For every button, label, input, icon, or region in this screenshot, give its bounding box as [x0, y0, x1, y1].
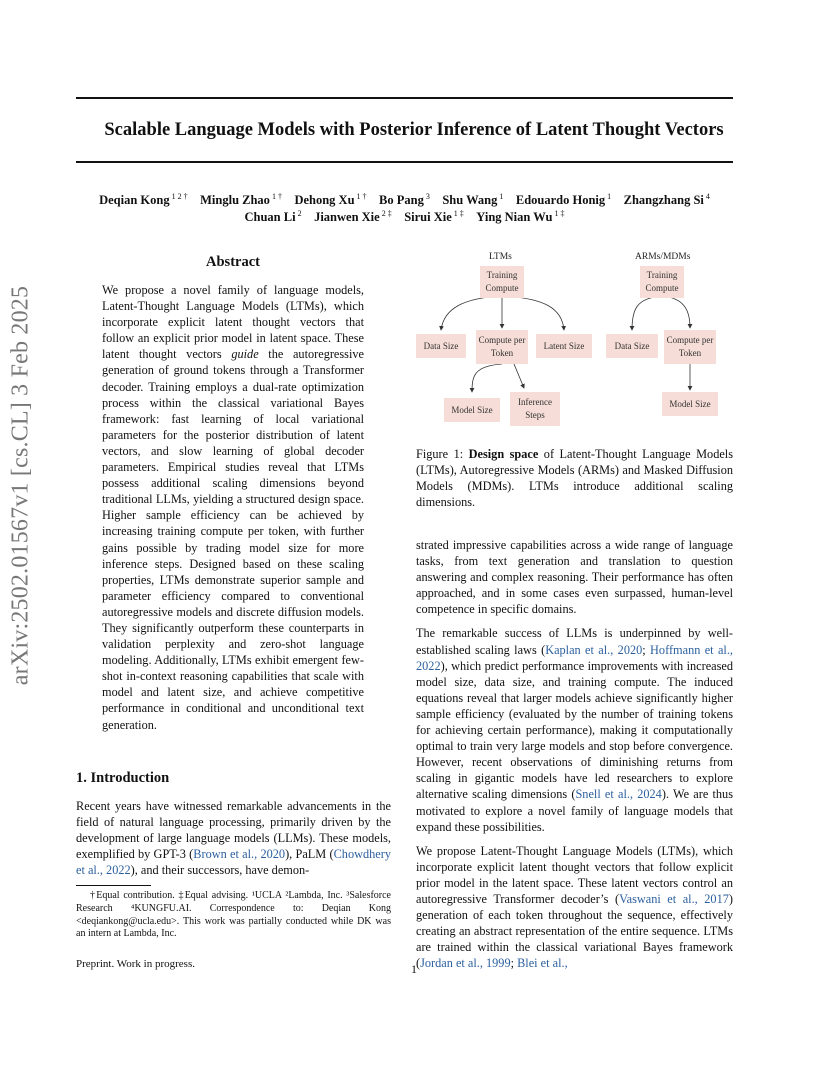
citation-link[interactable]: Hoffmann et al., 2022: [416, 642, 733, 673]
author-name: Jianwen Xie: [314, 210, 380, 225]
author-line-2: [76, 209, 733, 225]
ltm-model-size: Model Size: [444, 398, 500, 422]
author-line-1: [76, 192, 733, 208]
arxiv-id: arXiv:2502.01567v1 [cs.CL] 3 Feb 2025: [7, 285, 34, 686]
arm-training-compute: Training Compute: [640, 266, 684, 298]
citation-link[interactable]: Jordan et al., 1999: [420, 956, 511, 971]
right-column: [416, 537, 733, 979]
arm-data-size: Data Size: [606, 334, 658, 358]
paragraph: The remarkable success of LLMs is underpinned by well-established scaling laws (Kaplan et al., 2020; Hoffmann et al., 2022), which predict performance improvements with increased model size, data size, and training compute. The induced equations reveal that larger models achieve significantly higher sample efficiency (evaluated by the number of training tokens for achieving certain performance), making it computationally optimal to train very large models and stop before convergence. However, recent observations of diminishing returns from scaling in gigantic models have led researchers to explore alternative scaling dimensions (Snell et al., 2024). We are thus motivated to explore a novel family of language models that expand these possibilities.: [416, 626, 733, 834]
section-heading: 1. Introduction: [76, 770, 170, 786]
title-rule: [76, 161, 733, 163]
author-affiliation: 1 †: [354, 192, 367, 201]
paragraph: strated impressive capabilities across a wide range of language tasks, from text generation and translation to question answering and complex reasoning. Their performance has often approached, and in some cases even surpassed, human-level competence in specific domains.: [416, 538, 733, 617]
author-affiliation: 1 ‡: [552, 209, 565, 218]
author-name: Chuan Li: [244, 210, 296, 225]
arm-compute-per-token: Compute per Token: [664, 330, 716, 364]
citation-link[interactable]: Blei et al.,: [517, 956, 568, 971]
author-name: Dehong Xu: [294, 193, 355, 208]
author-affiliation: 3: [423, 192, 430, 201]
footnote-rule: [76, 885, 151, 886]
arm-model-size: Model Size: [662, 392, 718, 416]
ltm-latent-size: Latent Size: [536, 334, 592, 358]
author-affiliation: 1: [605, 192, 612, 201]
design-space-figure: [414, 248, 734, 428]
author-affiliation: 2: [295, 209, 302, 218]
paper-title: Scalable Language Models with Posterior Inference of Latent Thought Vectors: [104, 120, 724, 140]
citation-link[interactable]: Brown et al., 2020: [193, 847, 286, 862]
abstract-body: We propose a novel family of language models, Latent-Thought Language Models (LTMs), which incorporate explicit latent thought vectors that follow an explicit prior model in latent space. These latent thought vectors guide the autoregressive generation of ground tokens through a Transformer decoder. Training employs a dual-rate optimization process within the classical variational Bayes framework: fast learning of local variational parameters for the posterior distribution of latent vectors, and slow learning of global decoder parameters. Empirical studies reveal that LTMs possess additional scaling dimensions beyond traditional LLMs, yielding a structured design space. Higher sample efficiency can be achieved by increasing training compute per token, with further gains possible by trading model size for more inference steps. Designed based on these scaling properties, LTMs demonstrate superior sample and parameter efficiency compared to conventional autoregressive models and discrete diffusion models. They significantly outperform these counterparts in validation perplexity and zero-shot language modeling. Additionally, LTMs exhibit emergent few-shot in-context reasoning capabilities that scale with model and latent size, and achieve competitive performance in conditional and unconditional text generation.: [102, 283, 364, 732]
author-affiliation: 4: [703, 192, 710, 201]
author-name: Deqian Kong: [99, 193, 170, 208]
author-affiliation: 1 2 †: [169, 192, 188, 201]
paragraph: We propose Latent-Thought Language Models (LTMs), which incorporate explicit latent thought vectors that follow explicit prior model in the latent space. These latent vectors control an autoregressive Transformer decoder’s (Vaswani et al., 2017) generation of each token throughout the sequence, effectively creating an abstract representation of the entire sequence. LTMs are trained within the classical variational Bayes framework (Jordan et al., 1999; Blei et al.,: [416, 843, 733, 971]
ltm-title: LTMs: [489, 252, 512, 262]
author-name: Ying Nian Wu: [476, 210, 553, 225]
author-affiliation: 1 †: [269, 192, 282, 201]
figure-caption: Figure 1: Design space of Latent-Thought Language Models (LTMs), Autoregressive Models (ARMs) and Masked Diffusion Models (MDMs). LTMs introduce additional scaling dimensions.: [416, 447, 734, 510]
ltm-data-size: Data Size: [416, 334, 466, 358]
author-name: Zhangzhang Si: [623, 193, 704, 208]
author-affiliation: 2 ‡: [379, 209, 392, 218]
arm-title: ARMs/MDMs: [635, 252, 691, 262]
author-name: Edouardo Honig: [515, 193, 606, 208]
author-name: Sirui Xie: [404, 210, 452, 225]
author-name: Shu Wang: [442, 193, 498, 208]
citation-link[interactable]: Kaplan et al., 2020: [545, 642, 643, 657]
footnotes: †Equal contribution. ‡Equal advising. ¹UCLA ²Lambda, Inc. ³Salesforce Research ⁴KUNGFU.AI. Correspondence to: Deqian Kong <deqiankong@ucla.edu>. This work was partially conducted while DK was an intern at Lambda, Inc.: [76, 890, 391, 940]
ltm-compute-per-token: Compute per Token: [476, 330, 528, 364]
intro-paragraph: Recent years have witnessed remarkable advancements in the field of natural language processing, primarily driven by the development of large language models (LLMs). These models, exemplified by GPT-3 (Brown et al., 2020), PaLM (Chowdhery et al., 2022), and their successors, have demon-: [76, 799, 391, 878]
citation-link[interactable]: Snell et al., 2024: [575, 787, 662, 802]
author-affiliation: 1 ‡: [451, 209, 464, 218]
preprint-note: Preprint. Work in progress.: [76, 958, 195, 970]
citation-link[interactable]: Chowdhery et al., 2022: [76, 847, 391, 878]
author-name: Bo Pang: [379, 193, 424, 208]
author-name: Minglu Zhao: [200, 193, 270, 208]
top-rule: [76, 97, 733, 99]
emphasis: guide: [231, 347, 259, 362]
abstract-heading: Abstract: [206, 254, 260, 270]
page-number: 1: [411, 962, 417, 976]
author-affiliation: 1: [497, 192, 504, 201]
ltm-training-compute: Training Compute: [480, 266, 524, 298]
citation-link[interactable]: Vaswani et al., 2017: [619, 891, 729, 906]
ltm-inference-steps: Inference Steps: [510, 392, 560, 426]
